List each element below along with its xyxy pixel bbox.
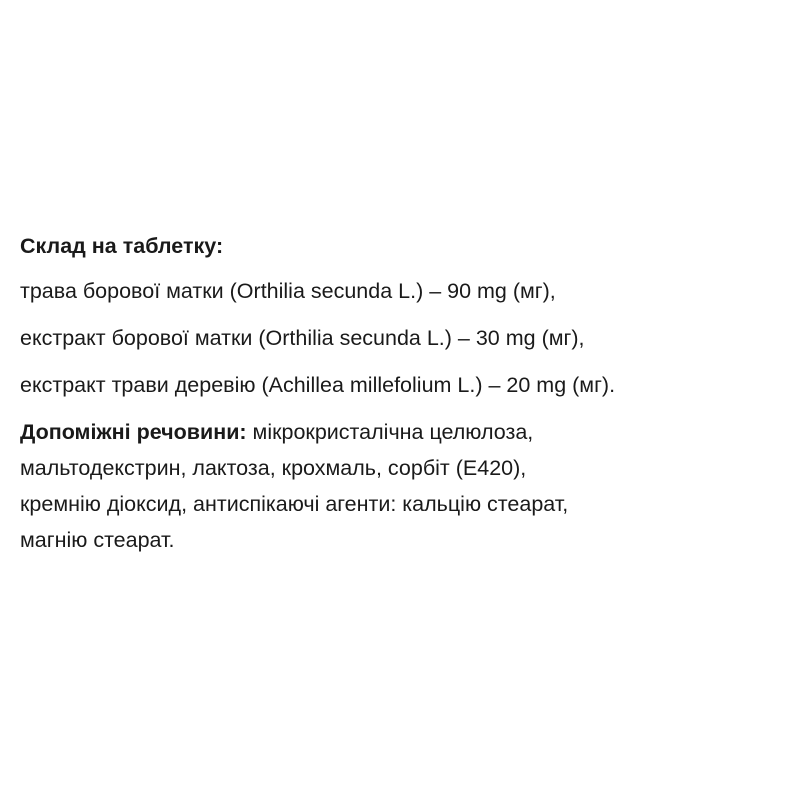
composition-section <box>20 228 795 558</box>
excipients-paragraph <box>20 414 720 558</box>
excipients-first-line <box>20 414 720 450</box>
excipients-text-line-2: мальтодекстрин, лактоза, крохмаль, сорбіт (Е420), <box>20 456 527 480</box>
excipients-text-line-3: кремнію діоксид, антиспікаючі агенти: кальцію стеарат, <box>20 492 569 516</box>
excipients-text-line-1: мікрокристалічна целюлоза, <box>246 420 534 444</box>
ingredient-line-orthilia-extract: екстракт борової матки (Orthilia secunda L.) – 30 mg (мг), <box>20 326 585 350</box>
ingredient-line-yarrow-extract: екстракт трави деревію (Achillea millefolium L.) – 20 mg (мг). <box>20 373 616 397</box>
ingredient-line-orthilia-herb: трава борової матки (Orthilia secunda L.) – 90 mg (мг), <box>20 279 556 303</box>
excipients-text-line-4: магнію стеарат. <box>20 528 175 552</box>
excipients-label: Допоміжні речовини: <box>20 420 247 444</box>
composition-heading: Склад на таблетку: <box>20 234 224 258</box>
